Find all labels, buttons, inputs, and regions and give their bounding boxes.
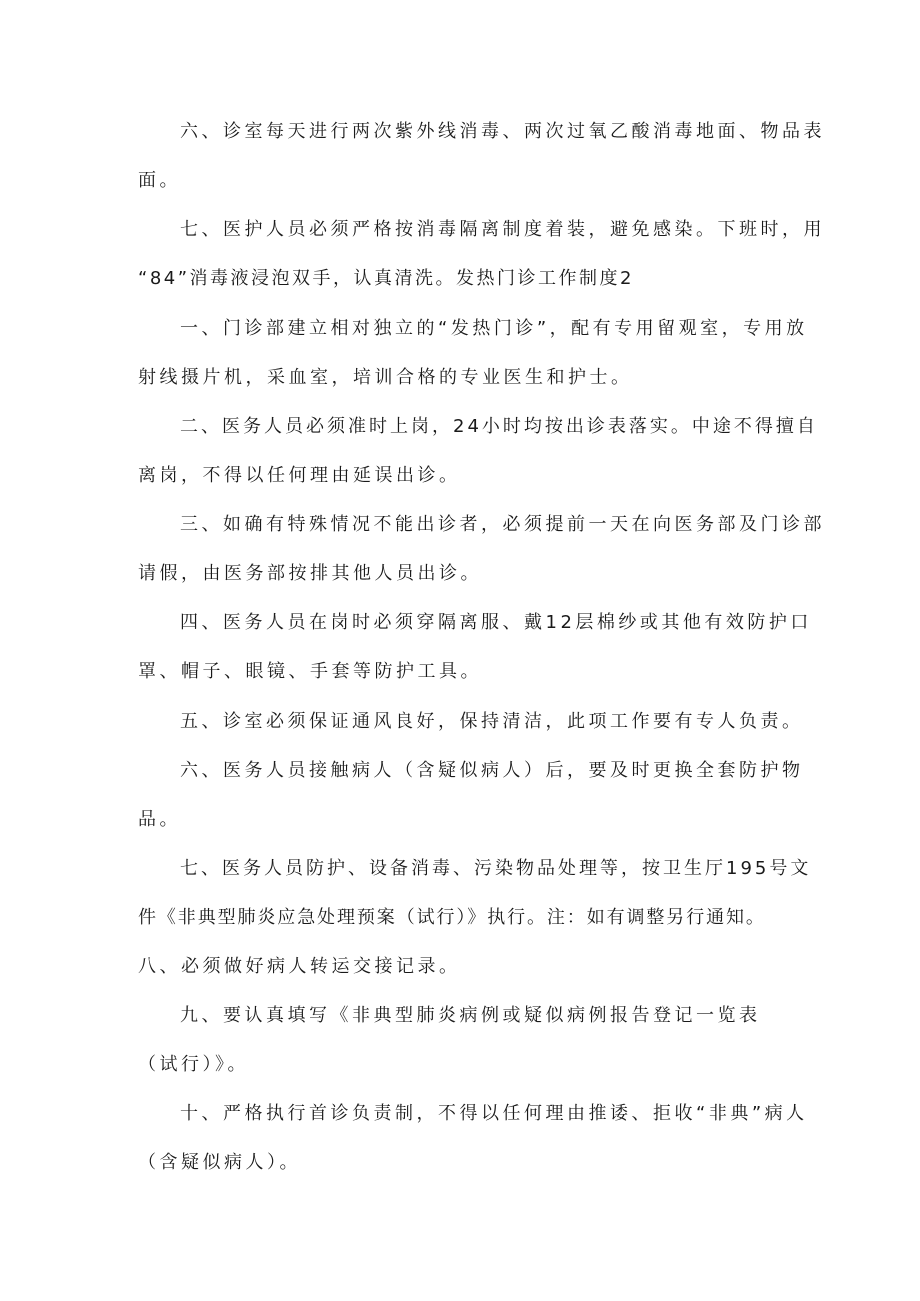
paragraph-9-report-line-2: （试行）》。 bbox=[138, 1054, 249, 1075]
paragraph-8-transfer-line-1: 八、必须做好病人转运交接记录。 bbox=[138, 956, 461, 977]
paragraph-3-leave-line-1: 三、如确有特殊情况不能出诊者，必须提前一天在向医务部及门诊部 bbox=[180, 514, 825, 535]
paragraph-7-attire-line-2: “84”消毒液浸泡双手，认真清洗。发热门诊工作制度2 bbox=[138, 268, 635, 289]
paragraph-10-responsibility-line-2: （含疑似病人）。 bbox=[138, 1152, 301, 1173]
paragraph-2-on-duty-line-1: 二、医务人员必须准时上岗，24小时均按出诊表落实。中途不得擅自 bbox=[180, 416, 818, 437]
paragraph-2-on-duty-line-2: 离岗，不得以任何理由延误出诊。 bbox=[138, 465, 461, 486]
paragraph-3-leave-line-2: 请假，由医务部按排其他人员出诊。 bbox=[138, 563, 482, 584]
paragraph-6-contact-line-2: 品。 bbox=[138, 809, 181, 830]
paragraph-7-attire-line-1: 七、医护人员必须严格按消毒隔离制度着装，避免感染。下班时，用 bbox=[180, 219, 825, 240]
paragraph-9-report-line-1: 九、要认真填写《非典型肺炎病例或疑似病例报告登记一览表 bbox=[180, 1005, 761, 1026]
paragraph-4-protection-line-2: 罩、帽子、眼镜、手套等防护工具。 bbox=[138, 661, 482, 682]
paragraph-6-disinfection-line-2: 面。 bbox=[138, 170, 181, 191]
paragraph-5-ventilation-line-1: 五、诊室必须保证通风良好，保持清洁，此项工作要有专人负责。 bbox=[180, 711, 804, 732]
paragraph-4-protection-line-1: 四、医务人员在岗时必须穿隔离服、戴12层棉纱或其他有效防护口 bbox=[180, 612, 812, 633]
paragraph-7-handling-line-1: 七、医务人员防护、设备消毒、污染物品处理等，按卫生厅195号文 bbox=[180, 858, 812, 879]
paragraph-10-responsibility-line-1: 十、严格执行首诊负责制，不得以任何理由推诿、拒收“非典”病人 bbox=[180, 1103, 808, 1124]
paragraph-1-fever-clinic-line-2: 射线摄片机，采血室，培训合格的专业医生和护士。 bbox=[138, 367, 633, 388]
paragraph-6-disinfection-line-1: 六、诊室每天进行两次紫外线消毒、两次过氧乙酸消毒地面、物品表 bbox=[180, 121, 825, 142]
paragraph-7-handling-line-2: 件《非典型肺炎应急处理预案（试行）》执行。注：如有调整另行通知。 bbox=[138, 907, 766, 928]
paragraph-1-fever-clinic-line-1: 一、门诊部建立相对独立的“发热门诊”，配有专用留观室，专用放 bbox=[180, 318, 808, 339]
paragraph-6-contact-line-1: 六、医务人员接触病人（含疑似病人）后，要及时更换全套防护物 bbox=[180, 760, 804, 781]
